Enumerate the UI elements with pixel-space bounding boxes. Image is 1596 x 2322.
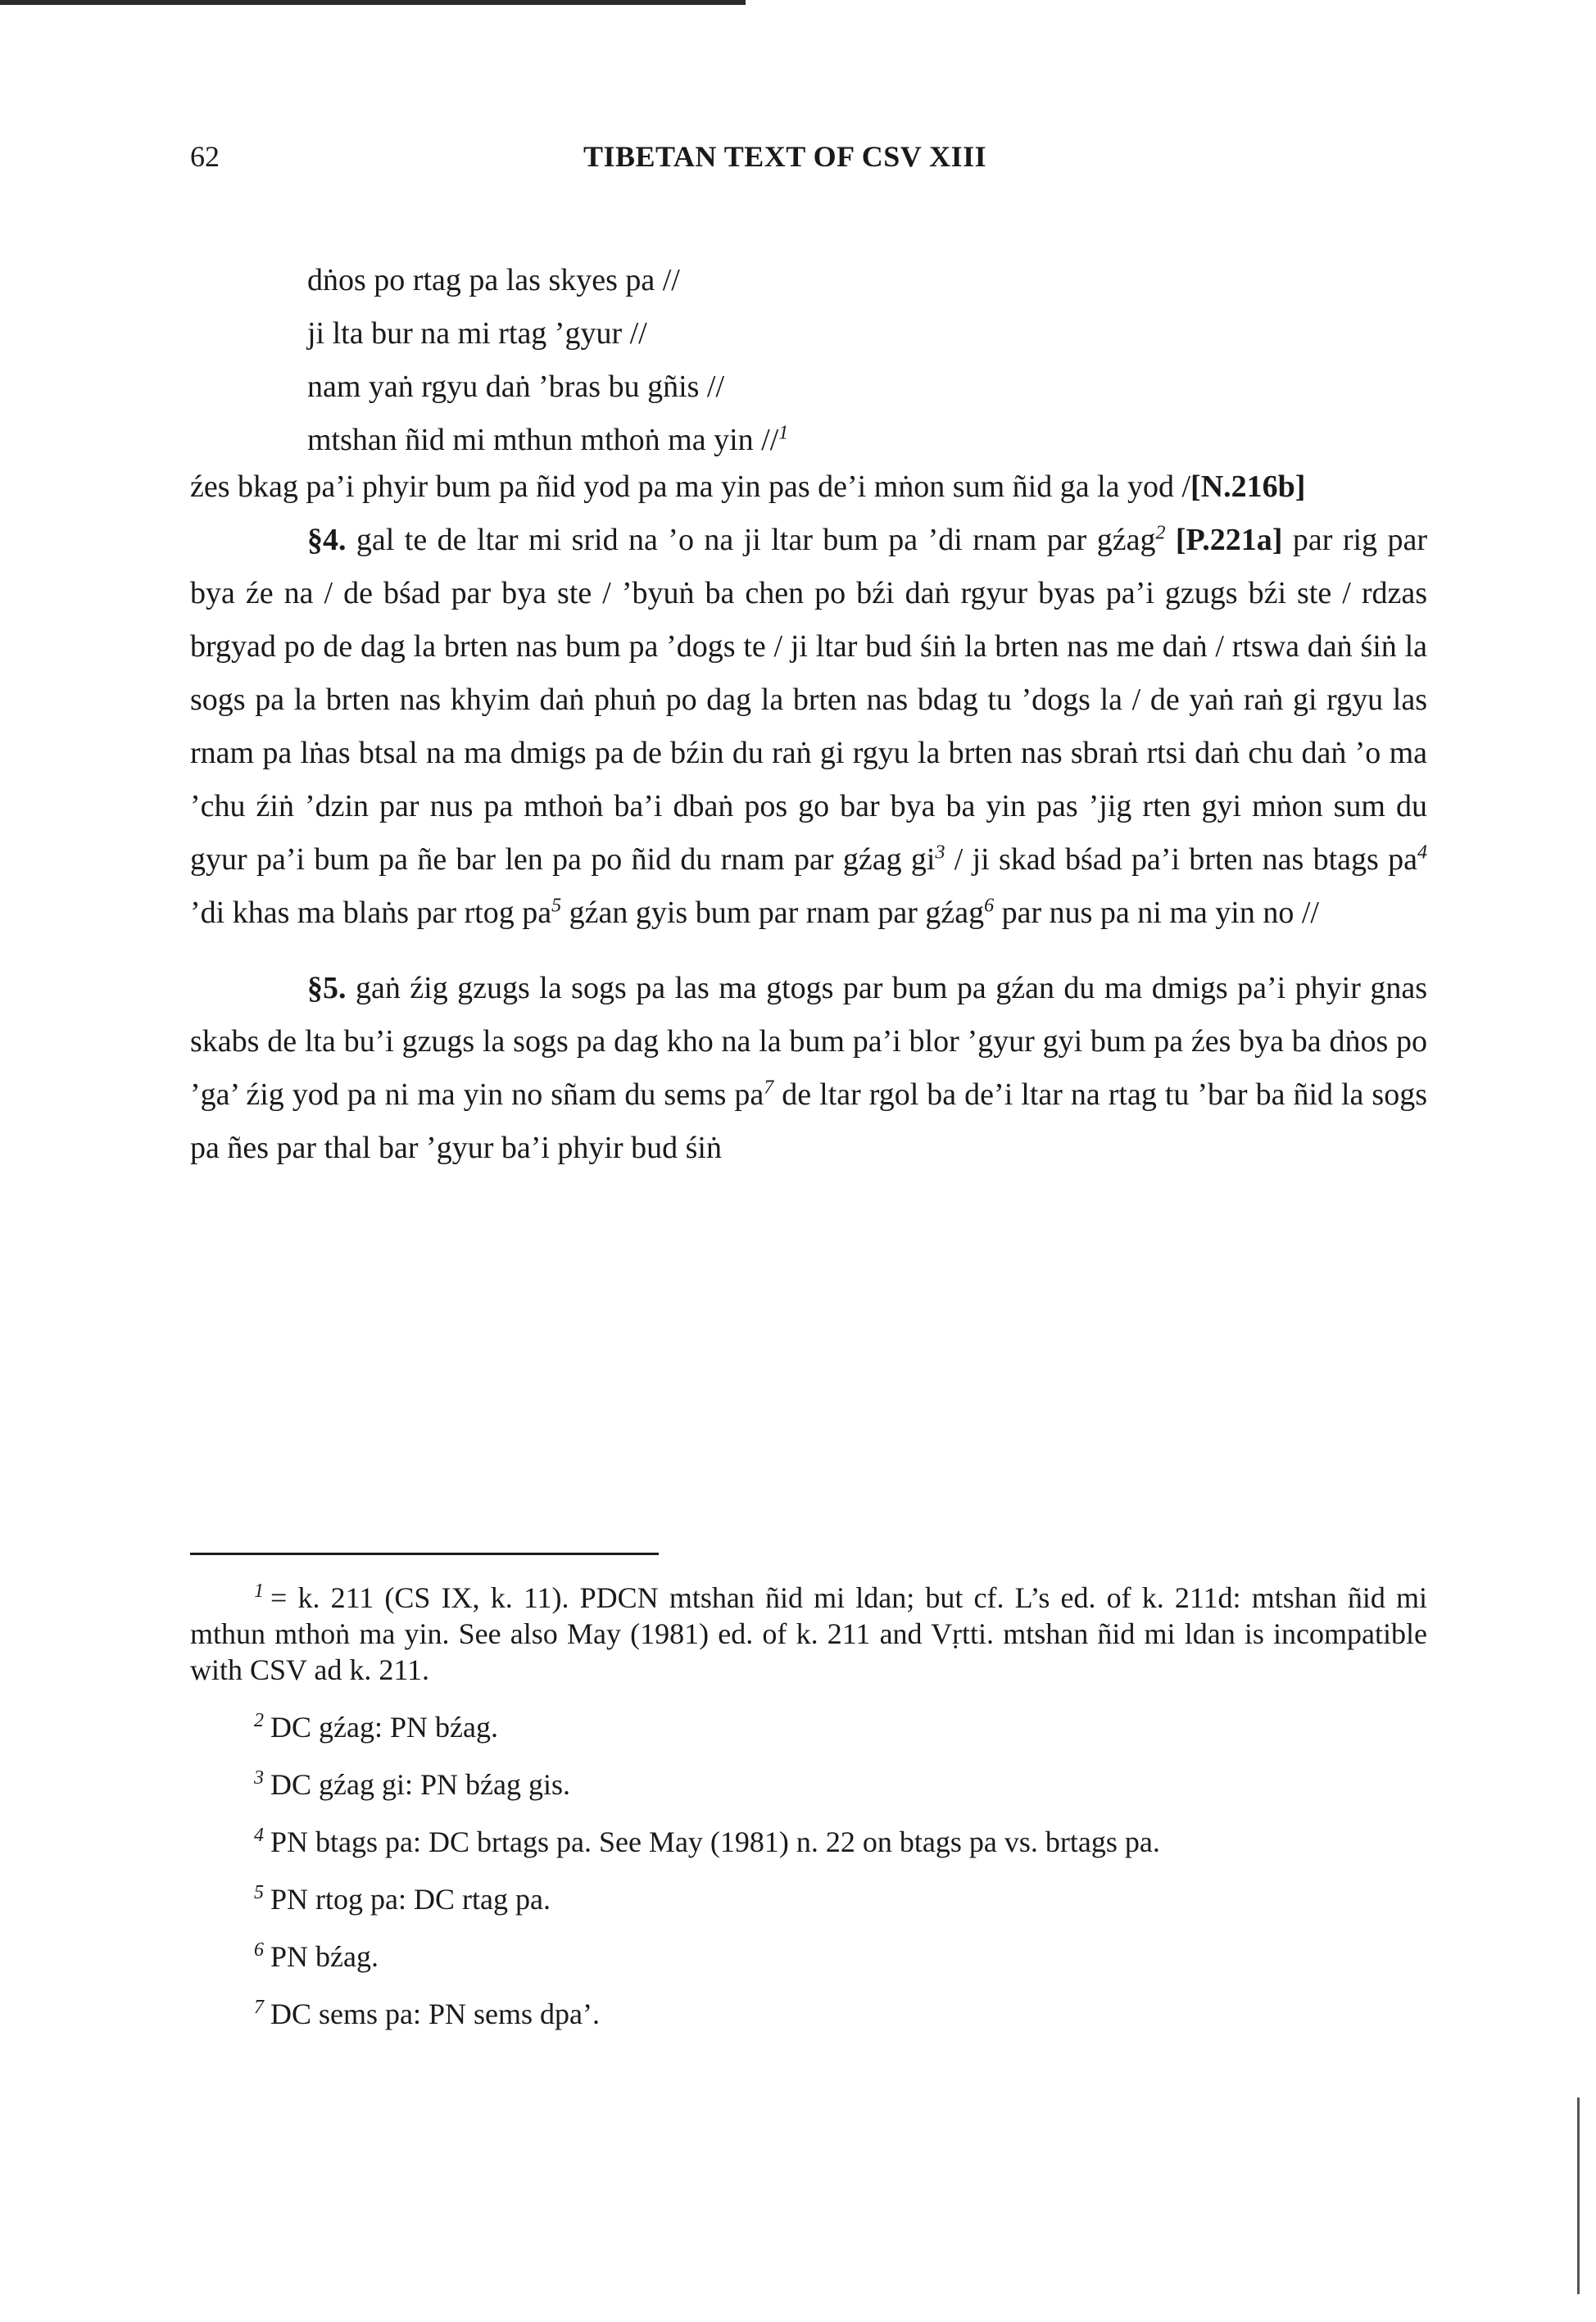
paragraph-1-text: źes bkag pa’i phyir bum pa ñid yod pa ma yin pas de’i mṅon sum ñid ga la yod / (190, 469, 1191, 504)
footnote-1-number: 1 (254, 1581, 264, 1602)
verse-line-4-text: mtshan ñid mi mthun mthoṅ ma yin // (307, 423, 779, 457)
footnote-ref-3: 3 (935, 841, 945, 864)
footnote-1 (190, 1580, 1427, 1688)
footnote-6-number: 6 (254, 1939, 264, 1961)
section-5-text-a: gaṅ źig gzugs la sogs pa las ma gtogs par bum pa gźan du ma dmigs pa’i phyir gnas skabs de lta bu’i gzugs la sogs pa dag kho na la bum pa’i blor ’gyur gyi bum pa źes bya ba dṅos po ’ga’ źig yod pa ni ma yin no sñam du sems pa (190, 971, 1427, 1112)
footnote-ref-2: 2 (1155, 522, 1166, 544)
running-title: TIBETAN TEXT OF CSV XIII (583, 140, 987, 173)
footnote-ref-4: 4 (1417, 841, 1428, 864)
section-4-text-f: par nus pa ni ma yin no // (994, 896, 1319, 930)
footnote-2-number: 2 (254, 1710, 264, 1731)
footnote-5-number: 5 (254, 1882, 264, 1903)
footnote-6-text: PN bźag. (270, 1940, 379, 1973)
folio-ref-p221a: [P.221a] (1175, 523, 1283, 557)
paragraph-1 (190, 460, 1427, 514)
verse-block (307, 254, 788, 467)
folio-ref-n216b: [N.216b] (1190, 469, 1306, 504)
scan-edge-mark (1577, 2098, 1580, 2294)
footnotes-block (190, 1580, 1427, 2053)
footnote-ref-5: 5 (551, 895, 562, 917)
verse-line-3: nam yaṅ rgyu daṅ ’bras bu gñis // (307, 370, 725, 404)
section-4-text-e: gźan gyis bum par rnam par gźag (561, 896, 985, 930)
verse-line-4 (307, 414, 788, 467)
main-text (190, 460, 1427, 1175)
footnote-2 (190, 1709, 1427, 1745)
paragraph-section-4 (190, 514, 1427, 940)
footnote-3-number: 3 (254, 1767, 264, 1789)
footnote-5-text: PN rtog pa: DC rtag pa. (270, 1883, 551, 1916)
footnote-4-text: PN btags pa: DC brtags pa. See May (1981) n. 22 on btags pa vs. brtags pa. (270, 1825, 1160, 1858)
footnote-ref-7: 7 (764, 1077, 774, 1099)
section-marker-4: §4. (307, 523, 347, 557)
footnote-4-number: 4 (254, 1825, 264, 1846)
footnote-7-number: 7 (254, 1997, 264, 2018)
section-marker-5: §5. (307, 971, 347, 1005)
footnote-ref-1: 1 (778, 422, 789, 444)
section-4-text-a: gal te de ltar mi srid na ’o na ji ltar bum pa ’di rnam par gźag (346, 523, 1156, 557)
verse-line-2: ji lta bur na mi rtag ’gyur // (307, 316, 647, 351)
section-5-text-b: de ltar rgol ba de’i ltar na rtag tu ’bar ba ñid la sogs pa ñes par thal bar ’gyur ba’i phyir bud śiṅ (190, 1077, 1427, 1165)
top-scan-rule (0, 0, 746, 5)
footnote-6 (190, 1939, 1427, 1975)
paragraph-section-5 (190, 962, 1427, 1175)
footnote-7-text: DC sems pa: PN sems dpa’. (270, 1998, 600, 2030)
section-4-text-d: ’di khas ma blaṅs par rtog pa (190, 896, 552, 930)
footnote-3 (190, 1766, 1427, 1803)
footnote-4 (190, 1824, 1427, 1860)
footnote-1-text: = k. 211 (CS IX, k. 11). PDCN mtshan ñid mi ldan; but cf. L’s ed. of k. 211d: mtshan ñid mi mthun mthoṅ ma yin. See also May (1981) ed. of k. 211 and Vṛtti. mtshan ñid mi ldan is incompatible with CSV ad k. 211. (190, 1581, 1427, 1686)
footnote-5 (190, 1881, 1427, 1917)
verse-line-1: dṅos po rtag pa las skyes pa // (307, 263, 680, 297)
footnote-ref-6: 6 (984, 895, 995, 917)
footnote-divider (190, 1553, 659, 1555)
page-header (190, 139, 1427, 180)
section-4-text-c: / ji skad bśad pa’i brten nas btags pa (945, 842, 1418, 877)
section-4-text-b: par rig par bya źe na / de bśad par bya ste / ’byuṅ ba chen po bźi daṅ rgyur byas pa’i gzugs bźi ste / rdzas brgyad po de dag la brten nas bum pa ’dogs te / ji ltar bud śiṅ la brten nas me daṅ / rtswa daṅ śiṅ la sogs pa la brten nas khyim daṅ phuṅ po dag la brten nas bdag tu ’dogs la / de yaṅ raṅ gi rgyu las rnam pa lṅas btsal na ma dmigs pa de bźin du raṅ gi rgyu la brten nas sbraṅ rtsi daṅ chu daṅ ’o ma ’chu źiṅ ’dzin par nus pa mthoṅ ba’i dbaṅ pos go bar bya ba yin pas ’jig rten gyi mṅon sum du gyur pa’i bum pa ñe bar len pa po ñid du rnam par gźag gi (190, 523, 1427, 877)
footnote-7 (190, 1996, 1427, 2032)
footnote-2-text: DC gźag: PN bźag. (270, 1711, 498, 1744)
footnote-3-text: DC gźag gi: PN bźag gis. (270, 1768, 570, 1801)
page-number: 62 (190, 140, 220, 173)
